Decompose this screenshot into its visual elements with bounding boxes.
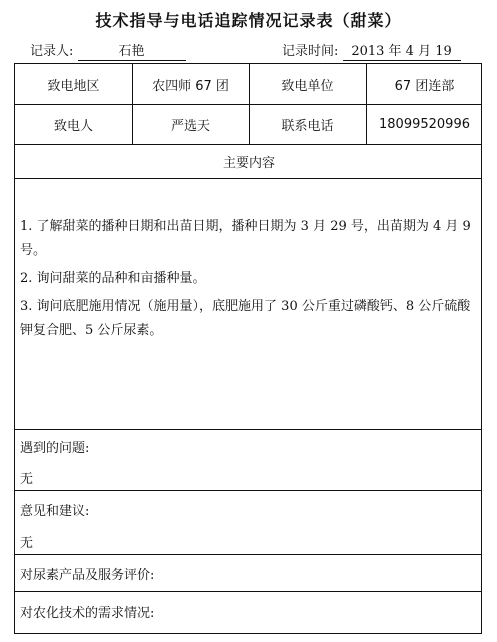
main-content-body [20,215,475,343]
demand-label: 对农化技术的需求情况: [20,606,155,621]
recorder-label: 记录人: [30,44,74,59]
call-unit-value: 67 团连部 [394,78,455,94]
main-item: 2. 询问甜菜的品种和亩播种量。 [20,271,206,286]
main-item: 3. 询问底肥施用情况（施用量），底肥施用了 30 公斤重过磷酸钙、8 公斤硫酸钾复合肥、5 公斤尿素。 [20,299,471,338]
recorder-field [30,40,186,61]
row-divider [15,554,481,555]
record-table [14,63,482,634]
phone-label: 联系电话 [281,118,334,134]
advice-value: 无 [20,536,34,551]
row-divider [15,591,481,592]
recorder-name: 石艳 [78,40,186,61]
page-title: 技术指导与电话追踪情况记录表（甜菜） [95,11,402,30]
record-time-field [282,40,461,61]
call-region-label: 致电地区 [47,78,100,94]
call-region-value: 农四师 67 团 [152,78,229,94]
phone-value: 18099520996 [379,116,470,132]
caller-label: 致电人 [53,118,93,134]
advice-label: 意见和建议: [20,504,90,519]
record-time-value: 2013 年 4 月 19 [343,40,461,61]
row-divider [15,178,481,179]
problems-label: 遇到的问题: [20,441,90,456]
caller-value: 严选天 [170,118,210,134]
row-divider [15,429,481,430]
evaluation-label: 对尿素产品及服务评价: [20,568,155,583]
problems-value: 无 [20,472,34,487]
row-divider [15,490,481,491]
call-unit-label: 致电单位 [281,78,334,94]
main-item: 1. 了解甜菜的播种日期和出苗日期，播种日期为 3 月 29 号，出苗期为 4 月 9 号。 [20,219,471,258]
main-content-header: 主要内容 [222,155,275,171]
record-time-label: 记录时间: [282,44,339,59]
